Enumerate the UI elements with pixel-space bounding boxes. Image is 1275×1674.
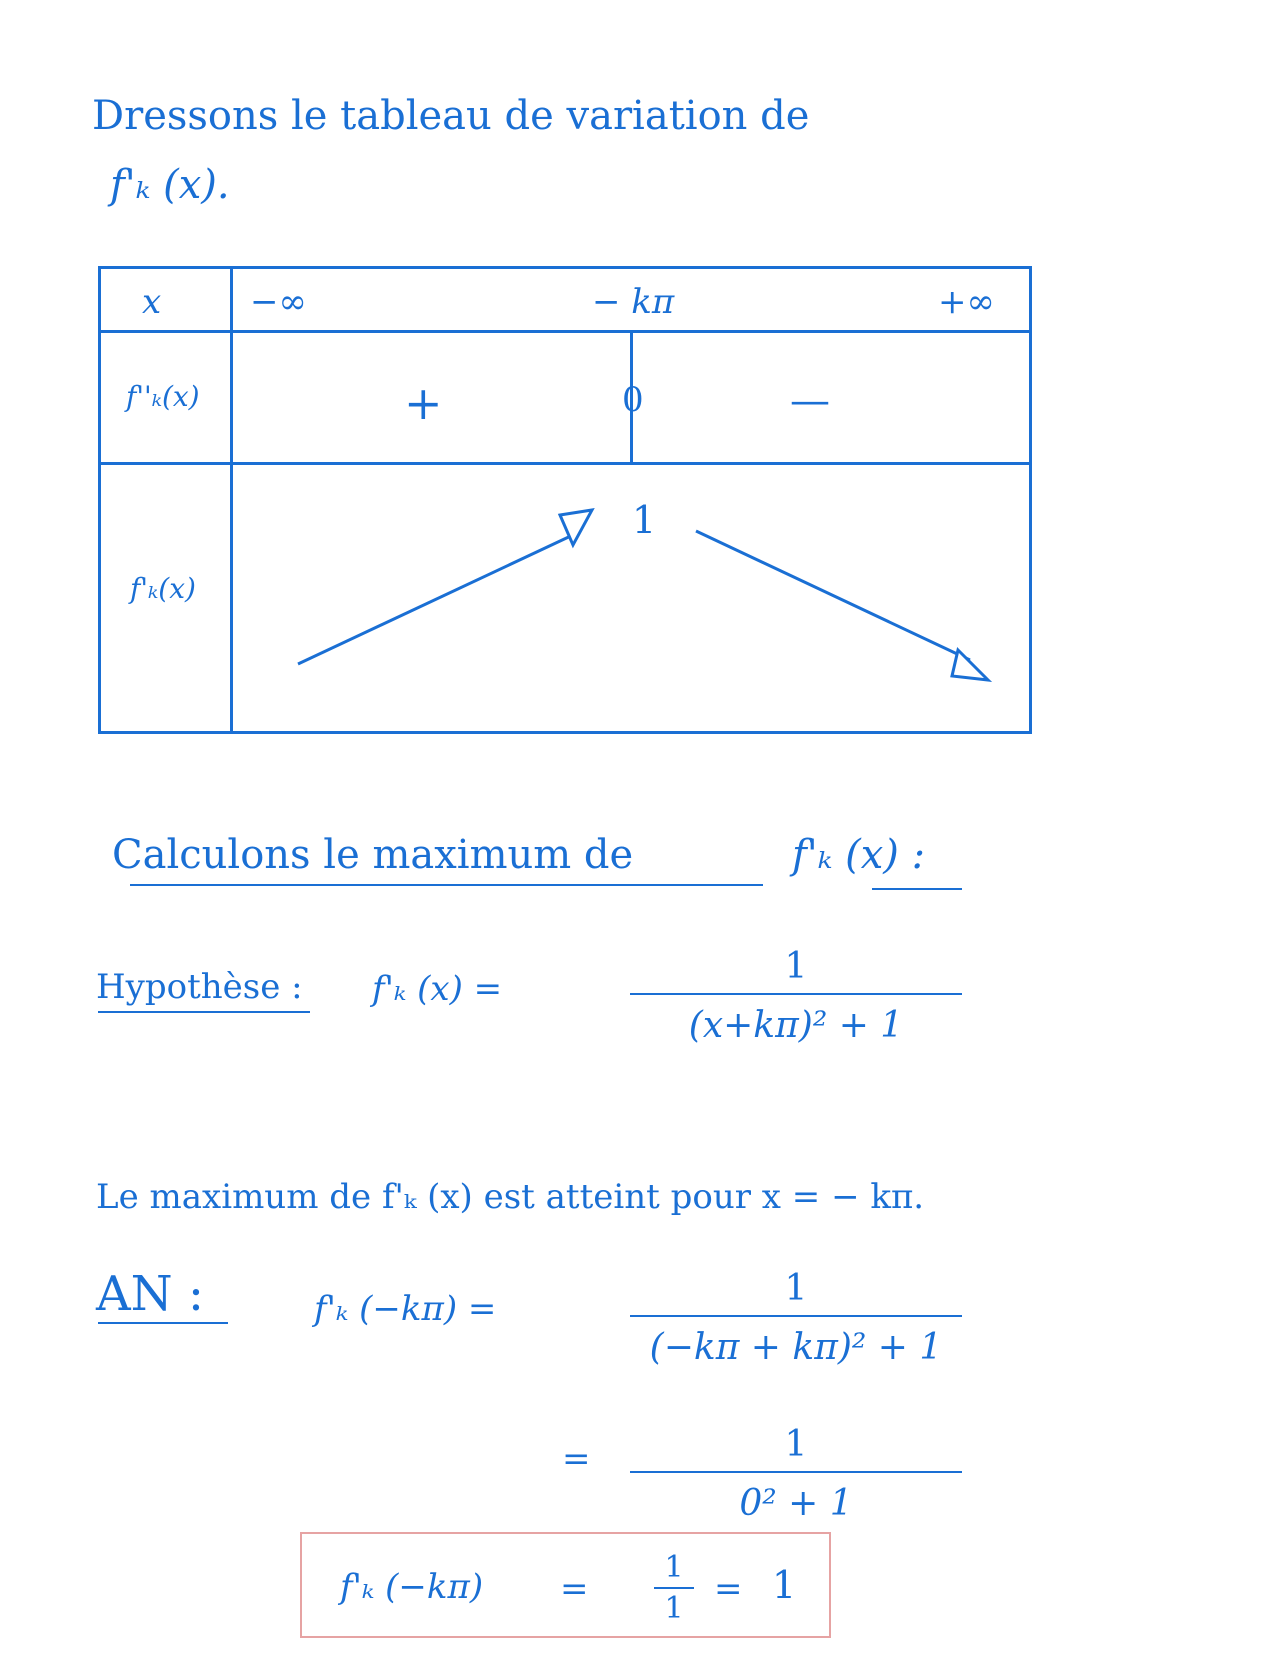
section-heading-function-underline	[872, 888, 962, 890]
result-denominator: 1	[664, 1591, 684, 1626]
an-lhs: f'ₖ (−kπ) =	[314, 1289, 497, 1329]
section-heading-function: f'ₖ (x) :	[792, 832, 926, 878]
result-lhs: f'ₖ (−kπ)	[340, 1567, 484, 1607]
row-first-derivative-label: f'ₖ(x)	[130, 572, 196, 605]
increasing-arrow	[298, 510, 592, 664]
row-x-label: x	[142, 282, 162, 322]
intro-line-2: f'ₖ (x).	[110, 162, 230, 208]
result-equals: =	[560, 1569, 589, 1609]
an-underline	[98, 1322, 228, 1324]
row-x-plus-infinity: +∞	[938, 282, 995, 322]
hypothesis-lhs: f'ₖ (x) =	[372, 969, 503, 1009]
section-heading-underline	[130, 884, 763, 886]
maximum-statement: Le maximum de f'ₖ (x) est atteint pour x = − kπ.	[96, 1177, 925, 1217]
result-value: 1	[772, 1563, 797, 1607]
an-label: AN :	[96, 1266, 205, 1322]
result-equals-2: =	[714, 1569, 743, 1609]
section-heading: Calculons le maximum de	[112, 832, 634, 878]
hypothesis-fraction	[630, 946, 962, 1046]
maximum-value: 1	[632, 498, 657, 542]
an-numerator-2: 1	[784, 1424, 808, 1465]
an-fraction-1	[630, 1268, 962, 1368]
hypothesis-label: Hypothèse :	[96, 967, 303, 1007]
row-x-critical-value: − kπ	[592, 282, 675, 322]
hypothesis-numerator: 1	[784, 946, 808, 987]
hypothesis-underline	[98, 1011, 310, 1013]
an-denominator-2: 0² + 1	[739, 1483, 853, 1524]
row-second-derivative-label: f''ₖ(x)	[126, 380, 200, 413]
decreasing-arrow	[696, 531, 988, 680]
sign-negative: —	[790, 378, 830, 424]
result-numerator: 1	[664, 1550, 684, 1585]
hypothesis-denominator: (x+kπ)² + 1	[688, 1005, 904, 1046]
result-fraction	[654, 1550, 694, 1626]
intro-line-1: Dressons le tableau de variation de	[92, 93, 810, 139]
sign-zero: 0	[622, 380, 644, 420]
an-fraction-2	[630, 1424, 962, 1524]
row-x-minus-infinity: −∞	[250, 282, 307, 322]
an-denominator-1: (−kπ + kπ)² + 1	[649, 1327, 943, 1368]
sign-positive: +	[404, 376, 443, 430]
an-numerator-1: 1	[784, 1268, 808, 1309]
an-equals-2: =	[562, 1439, 591, 1479]
